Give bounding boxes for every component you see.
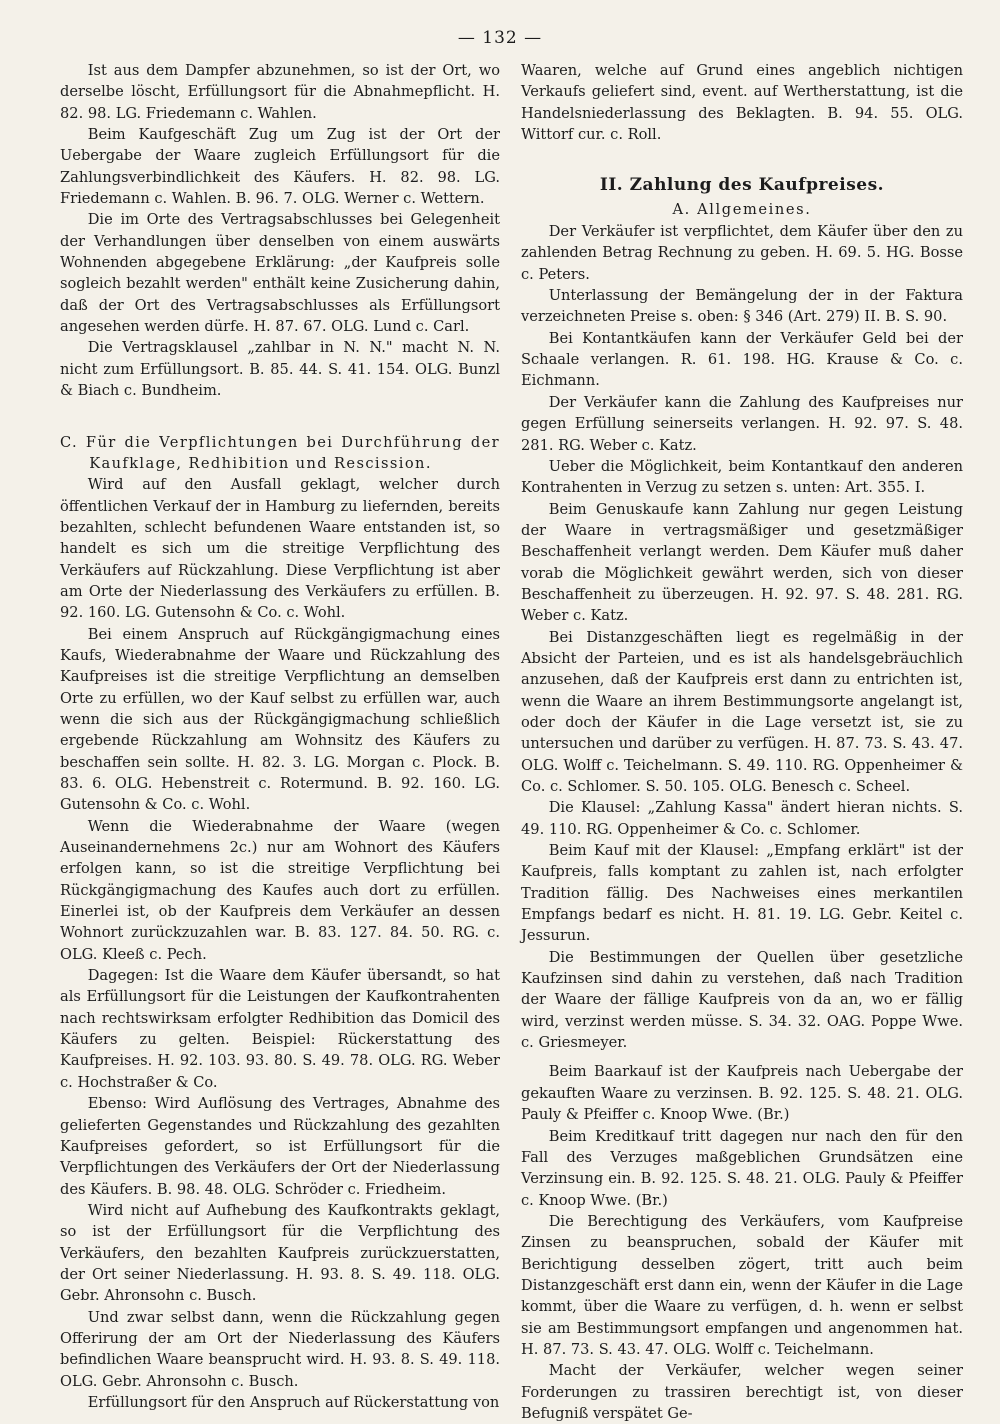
paragraph: Ist aus dem Dampfer abzunehmen, so ist der Ort, wo derselbe löscht, Erfüllungsort für die Abnahmepflicht. H. 82. 98. LG. Friedemann c. Wahlen.	[60, 62, 500, 122]
paragraph: Beim Kauf mit der Klausel: „Empfang erklärt" ist der Kaufpreis, falls komptant zu zahlen ist, nach erfolgter Tradition fällig. Des Nachweises eines merkantilen Empfangs bedarf es nicht. H. 81. 19. LG. Gebr. Keitel c. Jessurun.	[521, 842, 963, 945]
paragraph: Die Vertragsklausel „zahlbar in N. N." macht N. N. nicht zum Erfüllungsort. B. 85. 44. S. 41. 154. OLG. Bunzl & Biach c. Bundheim.	[60, 339, 500, 400]
paragraph: Der Verkäufer kann die Zahlung des Kaufpreises nur gegen Erfüllung seinerseits verlangen. H. 92. 97. S. 48. 281. RG. Weber c. Katz.	[521, 393, 963, 454]
paragraph: Die Klausel: „Zahlung Kassa" ändert hieran nichts. S. 49. 110. RG. Oppenheimer & Co. c. Schlomer.	[521, 799, 963, 838]
paragraph: Bei Kontantkäufen kann der Verkäufer Geld bei der Schaale verlangen. R. 61. 198. HG. Krause & Co. c. Eichmann.	[521, 329, 963, 390]
paragraph-continued: Waaren, welche auf Grund eines angeblich nichtigen Verkaufs geliefert sind, event. auf Wertherstattung, ist die Handelsniederlassung des Beklagten. B. 94. 55. OLG. Wittorf cur. c. Roll.	[521, 62, 963, 144]
paragraph: Beim Kreditkauf tritt dagegen nur nach den für den Fall des Verzuges maßgeblichen Grundsätzen eine Verzinsung ein. B. 92. 125. S. 48. 21. OLG. Pauly & Pfeiffer c. Knoop Wwe. (Br.)	[521, 1127, 963, 1209]
right-column	[521, 60, 963, 1424]
paragraph: Die Bestimmungen der Quellen über gesetzliche Kaufzinsen sind dahin zu verstehen, daß nach Tradition der Waare der fällige Kaufpreis von da an, wo er fällig wird, verzinst werden müsse. S. 34. 32. OAG. Poppe Wwe. c. Griesmeyer.	[521, 948, 963, 1052]
paragraph: Beim Genuskaufe kann Zahlung nur gegen Leistung der Waare in vertragsmäßiger und gesetzmäßiger Beschaffenheit verlangt werden. Dem Käufer muß daher vorab die Möglichkeit gewährt werden, sich von dieser Beschaffenheit zu überzeugen. H. 92. 97. S. 48. 281. RG. Weber c. Katz.	[521, 500, 963, 625]
paragraph: Beim Baarkauf ist der Kaufpreis nach Uebergabe der gekauften Waare zu verzinsen. B. 92. 125. S. 48. 21. OLG. Pauly & Pfeiffer c. Knoop Wwe. (Br.)	[521, 1063, 963, 1124]
paragraph: Wird auf den Ausfall geklagt, welcher durch öffentlichen Verkauf der in Hamburg zu liefernden, bereits bezahlten, schlecht befundenen Waare entstanden ist, so handelt es sich um die streitige Verpflichtung des Verkäufers auf Rückzahlung. Diese Verpflichtung ist aber am Orte der Niederlassung des Verkäufers zu erfüllen. B. 92. 160. LG. Gutensohn & Co. c. Wohl.	[60, 476, 500, 622]
section-heading-ii: II. Zahlung des Kaufpreises.	[599, 175, 885, 196]
paragraph: Die Berechtigung des Verkäufers, vom Kaufpreise Zinsen zu beanspruchen, sobald der Käufer mit Berichtigung desselben zögert, tritt auch beim Distanzgeschäft erst dann ein, wenn der Käufer in die Lage kommt, über die Waare zu verfügen, d. h. wenn er selbst sie am Bestimmungsort empfangen und angenommen hat. H. 87. 73. S. 43. 47. OLG. Wolff c. Teichelmann.	[521, 1212, 963, 1358]
paragraph: Bei einem Anspruch auf Rückgängigmachung eines Kaufs, Wiederabnahme der Waare und Rückzahlung des Kaufpreises ist die streitige Verpflichtung an demselben Orte zu erfüllen, wo der Kauf selbst zu erfüllen war, auch wenn die sich aus der Rückgängigmachung schließlich ergebende Rückzahlung am Wohnsitz des Käufers zu beschaffen sein sollte. H. 82. 3. LG. Morgan c. Plock. B. 83. 6. OLG. Hebenstreit c. Rotermund. B. 92. 160. LG. Gutensohn & Co. c. Wohl.	[60, 625, 500, 814]
page-number: — 132 —	[457, 28, 543, 48]
paragraph: Wenn die Wiederabnahme der Waare (wegen Auseinandernehmens 2c.) nur am Wohnort des Käufers erfolgen kann, so ist die streitige Verpflichtung bei Rückgängigmachung des Kaufes auch dort zu erfüllen. Einerlei ist, ob der Kaufpreis dem Verkäufer an dessen Wohnort zurückzuzahlen war. B. 83. 127. 84. 50. RG. c. OLG. Kleeß c. Pech.	[60, 817, 500, 963]
paragraph: Die im Orte des Vertragsabschlusses bei Gelegenheit der Verhandlungen über denselben von einem auswärts Wohnenden abgegebene Erklärung: „der Kaufpreis solle sogleich bezahlt werden" enthält keine Zusicherung dahin, daß der Ort des Vertragsabschlusses als Erfüllungsort angesehen werden dürfe. H. 87. 67. OLG. Lund c. Carl.	[60, 211, 500, 336]
paragraph: Bei Distanzgeschäften liegt es regelmäßig in der Absicht der Parteien, und es ist als handelsgebräuchlich anzusehen, daß der Kaufpreis erst dann zu entrichten ist, wenn die Waare an ihrem Bestimmungsorte angelangt ist, oder doch der Käufer in die Lage versetzt ist, sie zu untersuchen und darüber zu verfügen. H. 87. 73. S. 43. 47. OLG. Wolff c. Teichelmann. S. 49. 110. RG. Oppenheimer & Co. c. Schlomer. S. 50. 105. OLG. Benesch c. Scheel.	[521, 628, 963, 795]
paragraph: Macht der Verkäufer, welcher wegen seiner Forderungen zu trassiren berechtigt ist, von dieser Befugniß verspätet Ge-	[521, 1362, 963, 1422]
paragraph: Beim Kaufgeschäft Zug um Zug ist der Ort der Uebergabe der Waare zugleich Erfüllungsort für die Zahlungsverbindlichkeit des Käufers. H. 82. 98. LG. Friedemann c. Wahlen. B. 96. 7. OLG. Werner c. Wettern.	[60, 126, 500, 208]
paragraph: Der Verkäufer ist verpflichtet, dem Käufer über den zu zahlenden Betrag Rechnung zu geben. H. 69. 5. HG. Bosse c. Peters.	[521, 223, 963, 283]
subsection-heading-a: A. Allgemeines.	[672, 200, 812, 218]
paragraph: Erfüllungsort für den Anspruch auf Rückerstattung von	[87, 1393, 500, 1411]
paragraph: Unterlassung der Bemängelung der in der Faktura verzeichneten Preise s. oben: § 346 (Art. 279) II. B. S. 90.	[521, 287, 963, 326]
paragraph: Wird nicht auf Aufhebung des Kaufkontrakts geklagt, so ist der Erfüllungsort für die Verpflichtung des Verkäufers, den bezahlten Kaufpreis zurückzuerstatten, der Ort seiner Niederlassung. H. 93. 8. S. 49. 118. OLG. Gebr. Ahronsohn c. Busch.	[60, 1201, 500, 1305]
left-column	[60, 60, 500, 1413]
paragraph: Ueber die Möglichkeit, beim Kontantkauf den anderen Kontrahenten in Verzug zu setzen s. unten: Art. 355. I.	[521, 457, 963, 497]
paragraph: Und zwar selbst dann, wenn die Rückzahlung gegen Offerirung der am Ort der Niederlassung des Käufers befindlichen Waare beansprucht wird. H. 93. 8. S. 49. 118. OLG. Gebr. Ahronsohn c. Busch.	[60, 1308, 500, 1390]
section-heading-c: C. Für die Verpflichtungen bei Durchführung der Kaufklage, Redhibition und Rescission.	[60, 433, 500, 472]
paragraph: Ebenso: Wird Auflösung des Vertrages, Abnahme des gelieferten Gegenstandes und Rückzahlung des gezahlten Kaufpreises gefordert, so ist Erfüllungsort für die Verpflichtungen des Verkäufers der Ort der Niederlassung des Käufers. B. 98. 48. OLG. Schröder c. Friedheim.	[60, 1095, 500, 1198]
paragraph: Dagegen: Ist die Waare dem Käufer übersandt, so hat als Erfüllungsort für die Leistungen der Kaufkontrahenten nach rechtswirksam erfolgter Redhibition das Domicil des Käufers zu gelten. Beispiel: Rückerstattung des Kaufpreises. H. 92. 103. 93. 80. S. 49. 78. OLG. RG. Weber c. Hochstraßer & Co.	[60, 967, 500, 1091]
